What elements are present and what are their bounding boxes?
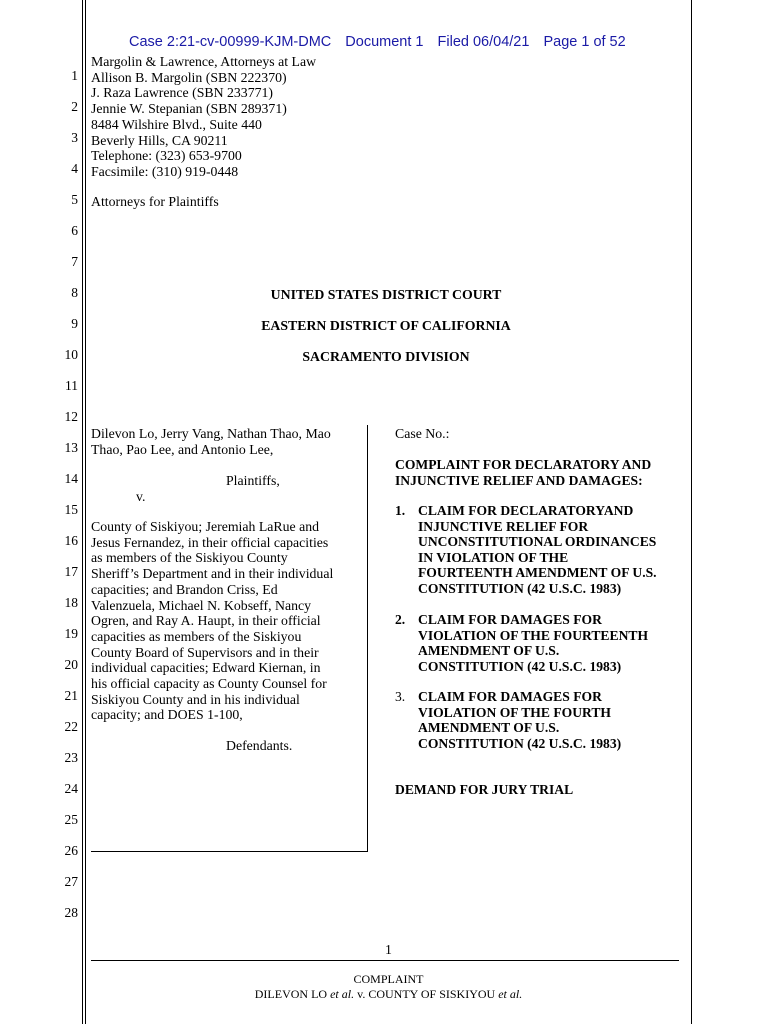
plaintiffs-label: Plaintiffs, <box>226 473 280 488</box>
line-number: 23 <box>64 750 78 765</box>
line-number: 18 <box>64 595 78 610</box>
line-number: 21 <box>64 688 78 703</box>
plaintiffs-line: Thao, Pao Lee, and Antonio Lee, <box>91 441 274 457</box>
defendants-line: Valenzuela, Michael N. Kobseff, Nancy <box>91 597 312 613</box>
attorney-line: Allison B. Margolin (SBN 222370) <box>91 69 287 85</box>
line-number: 14 <box>64 471 78 486</box>
defendants-line: capacity; and DOES 1-100, <box>91 707 243 723</box>
claim-line: VIOLATION OF THE FOURTEENTH <box>418 627 649 643</box>
line-number: 8 <box>71 285 78 300</box>
attorneys-for: Attorneys for Plaintiffs <box>91 194 219 209</box>
line-number: 27 <box>64 874 78 889</box>
attorney-line: J. Raza Lawrence (SBN 233771) <box>91 85 273 101</box>
attorney-line: Jennie W. Stepanian (SBN 289371) <box>91 101 287 117</box>
attorney-line: Margolin & Lawrence, Attorneys at Law <box>91 54 317 69</box>
page-indicator: Page 1 of 52 <box>543 34 626 50</box>
court-name: UNITED STATES DISTRICT COURT <box>270 287 502 302</box>
line-number: 26 <box>64 843 78 858</box>
line-number: 25 <box>64 812 78 827</box>
claim-3 <box>395 689 695 751</box>
claim-line: CLAIM FOR DAMAGES FOR <box>418 689 602 704</box>
attorney-block <box>91 54 391 180</box>
line-number: 19 <box>64 626 78 641</box>
complaint-title-line: INJUNCTIVE RELIEF AND DAMAGES: <box>395 472 643 488</box>
left-margin-rule-inner <box>85 0 86 1024</box>
case-number-field: Case No.: <box>395 426 450 441</box>
line-number: 2 <box>71 99 78 114</box>
line-number: 10 <box>64 347 78 362</box>
claim-line: CONSTITUTION (42 U.S.C. 1983) <box>418 580 622 596</box>
defendants-line: County Board of Supervisors and in their <box>91 644 319 660</box>
defendants-line: Jesus Fernandez, in their official capacities <box>91 534 329 550</box>
court-district: EASTERN DISTRICT OF CALIFORNIA <box>261 318 511 333</box>
jury-demand: DEMAND FOR JURY TRIAL <box>395 782 574 797</box>
claim-line: VIOLATION OF THE FOURTH <box>418 704 612 720</box>
footer-et-al: et al. <box>498 987 523 1001</box>
claim-line: AMENDMENT OF U.S. <box>418 720 560 736</box>
claim-number: 3. <box>395 689 406 704</box>
ecf-filing-header <box>129 34 636 50</box>
line-number: 9 <box>71 316 78 331</box>
defendants-line: Sheriff’s Department and in their individual <box>91 566 334 582</box>
defendants-line: Siskiyou County and in his individual <box>91 691 300 707</box>
defendants-line: his official capacity as County Counsel for <box>91 676 327 692</box>
line-number: 12 <box>64 409 78 424</box>
caption-box-bottom-rule <box>91 851 368 852</box>
line-number: 5 <box>71 192 78 207</box>
case-number: Case 2:21-cv-00999-KJM-DMC <box>129 34 332 50</box>
line-number: 24 <box>64 781 78 796</box>
defendants-line: capacities as members of the Siskiyou <box>91 628 302 644</box>
attorney-line: 8484 Wilshire Blvd., Suite 440 <box>91 116 262 132</box>
claim-2 <box>395 612 695 674</box>
line-number: 15 <box>64 502 78 517</box>
defendants-line: individual capacities; Edward Kiernan, in <box>91 660 321 676</box>
complaint-title <box>395 457 695 488</box>
line-number: 6 <box>71 223 78 238</box>
plaintiffs-names <box>91 426 366 457</box>
court-division: SACRAMENTO DIVISION <box>302 349 470 364</box>
line-number: 1 <box>71 68 78 83</box>
line-number: 17 <box>64 564 78 579</box>
attorney-line: Beverly Hills, CA 90211 <box>91 132 228 148</box>
line-number: 7 <box>71 254 78 269</box>
claim-line: CONSTITUTION (42 U.S.C. 1983) <box>418 658 622 674</box>
defendants-names <box>91 519 366 723</box>
line-number: 4 <box>71 161 78 176</box>
caption-box-vertical-rule <box>367 425 368 851</box>
line-number: 16 <box>64 533 78 548</box>
footer-short-caption <box>86 987 691 1002</box>
line-number: 20 <box>64 657 78 672</box>
line-number: 28 <box>64 905 78 920</box>
defendants-label: Defendants. <box>226 738 293 753</box>
claim-line: IN VIOLATION OF THE <box>418 549 569 565</box>
footer-title: COMPLAINT <box>353 972 424 986</box>
defendants-line: as members of the Siskiyou County <box>91 550 288 566</box>
footer-caption-part: v. COUNTY OF SISKIYOU <box>354 987 499 1001</box>
claim-line: CONSTITUTION (42 U.S.C. 1983) <box>418 735 622 751</box>
claim-line: INJUNCTIVE RELIEF FOR <box>418 518 589 534</box>
plaintiffs-line: Dilevon Lo, Jerry Vang, Nathan Thao, Mao <box>91 426 331 441</box>
defendants-line: capacities; and Brandon Criss, Ed <box>91 581 278 597</box>
attorney-line: Facsimile: (310) 919-0448 <box>91 163 239 179</box>
filed-date: Filed 06/04/21 <box>437 34 530 50</box>
line-number: 3 <box>71 130 78 145</box>
claim-line: UNCONSTITUTIONAL ORDINANCES <box>418 534 657 550</box>
claim-line: CLAIM FOR DAMAGES FOR <box>418 612 602 627</box>
versus-label: v. <box>136 489 146 504</box>
complaint-title-line: COMPLAINT FOR DECLARATORY AND <box>395 457 652 472</box>
claim-number: 1. <box>395 503 406 518</box>
claim-number: 2. <box>395 612 406 627</box>
left-margin-rule-outer <box>82 0 83 1024</box>
footer-caption-part: DILEVON LO <box>254 987 331 1001</box>
line-number: 11 <box>65 378 78 393</box>
footer-rule <box>91 960 679 961</box>
defendants-line: Ogren, and Ray A. Haupt, in their official <box>91 613 321 629</box>
defendants-line: County of Siskiyou; Jeremiah LaRue and <box>91 519 319 534</box>
line-number: 13 <box>64 440 78 455</box>
claim-1 <box>395 503 695 597</box>
attorney-line: Telephone: (323) 653-9700 <box>91 148 242 164</box>
claim-line: AMENDMENT OF U.S. <box>418 643 560 659</box>
footer-et-al: et al. <box>330 987 355 1001</box>
line-number: 22 <box>64 719 78 734</box>
claim-line: FOURTEENTH AMENDMENT OF U.S. <box>418 565 657 581</box>
page-number: 1 <box>385 942 392 957</box>
claim-line: CLAIM FOR DECLARATORYAND <box>418 503 634 518</box>
document-number: Document 1 <box>345 34 424 50</box>
